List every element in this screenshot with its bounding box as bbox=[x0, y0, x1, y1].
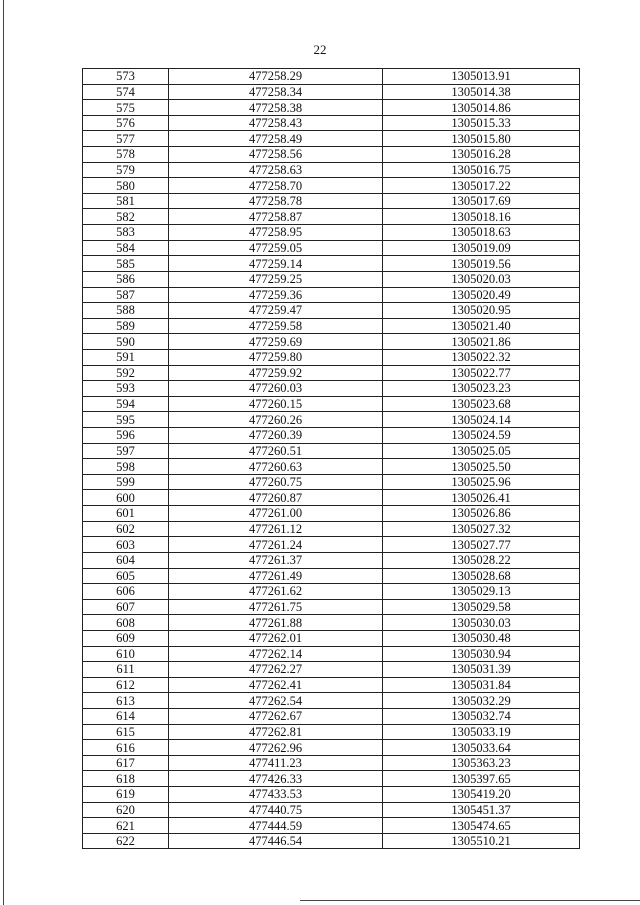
x-coordinate-cell: 477261.00 bbox=[169, 506, 383, 522]
x-coordinate-cell: 477258.70 bbox=[169, 178, 383, 194]
point-number-cell: 597 bbox=[83, 443, 169, 459]
y-coordinate-cell: 1305020.95 bbox=[383, 303, 580, 319]
table-row bbox=[83, 271, 580, 287]
x-coordinate-cell: 477262.27 bbox=[169, 662, 383, 678]
point-number-cell: 621 bbox=[83, 818, 169, 834]
page-number: 22 bbox=[313, 42, 327, 57]
x-coordinate-cell: 477261.62 bbox=[169, 584, 383, 600]
y-coordinate-cell: 1305022.77 bbox=[383, 365, 580, 381]
point-number-cell: 595 bbox=[83, 412, 169, 428]
y-coordinate-cell: 1305015.80 bbox=[383, 131, 580, 147]
x-coordinate-cell: 477258.56 bbox=[169, 147, 383, 163]
y-coordinate-cell: 1305019.56 bbox=[383, 256, 580, 272]
x-coordinate-cell: 477440.75 bbox=[169, 802, 383, 818]
y-coordinate-cell: 1305025.05 bbox=[383, 443, 580, 459]
point-number-cell: 605 bbox=[83, 568, 169, 584]
point-number-cell: 585 bbox=[83, 256, 169, 272]
table-row bbox=[83, 131, 580, 147]
x-coordinate-cell: 477259.80 bbox=[169, 349, 383, 365]
y-coordinate-cell: 1305032.29 bbox=[383, 693, 580, 709]
x-coordinate-cell: 477258.49 bbox=[169, 131, 383, 147]
x-coordinate-cell: 477262.01 bbox=[169, 630, 383, 646]
point-number-cell: 599 bbox=[83, 474, 169, 490]
point-number-cell: 588 bbox=[83, 303, 169, 319]
point-number-cell: 610 bbox=[83, 646, 169, 662]
y-coordinate-cell: 1305029.13 bbox=[383, 584, 580, 600]
point-number-cell: 609 bbox=[83, 630, 169, 646]
point-number-cell: 606 bbox=[83, 584, 169, 600]
table-row bbox=[83, 521, 580, 537]
table-row bbox=[83, 428, 580, 444]
table-row bbox=[83, 147, 580, 163]
table-row bbox=[83, 646, 580, 662]
y-coordinate-cell: 1305018.16 bbox=[383, 209, 580, 225]
y-coordinate-cell: 1305029.58 bbox=[383, 599, 580, 615]
table-row bbox=[83, 708, 580, 724]
y-coordinate-cell: 1305363.23 bbox=[383, 755, 580, 771]
x-coordinate-cell: 477259.05 bbox=[169, 240, 383, 256]
table-row bbox=[83, 552, 580, 568]
table-row bbox=[83, 755, 580, 771]
y-coordinate-cell: 1305027.77 bbox=[383, 537, 580, 553]
y-coordinate-cell: 1305021.86 bbox=[383, 334, 580, 350]
table-row bbox=[83, 193, 580, 209]
x-coordinate-cell: 477262.81 bbox=[169, 724, 383, 740]
x-coordinate-cell: 477411.23 bbox=[169, 755, 383, 771]
point-number-cell: 573 bbox=[83, 69, 169, 85]
table-row bbox=[83, 412, 580, 428]
x-coordinate-cell: 477259.58 bbox=[169, 318, 383, 334]
y-coordinate-cell: 1305019.09 bbox=[383, 240, 580, 256]
table-row bbox=[83, 396, 580, 412]
page-edge-bottom bbox=[300, 900, 640, 901]
y-coordinate-cell: 1305020.03 bbox=[383, 271, 580, 287]
y-coordinate-cell: 1305023.68 bbox=[383, 396, 580, 412]
table-row bbox=[83, 833, 580, 849]
x-coordinate-cell: 477259.47 bbox=[169, 303, 383, 319]
x-coordinate-cell: 477426.33 bbox=[169, 771, 383, 787]
x-coordinate-cell: 477260.51 bbox=[169, 443, 383, 459]
point-number-cell: 575 bbox=[83, 100, 169, 116]
table-row bbox=[83, 240, 580, 256]
x-coordinate-cell: 477258.63 bbox=[169, 162, 383, 178]
y-coordinate-cell: 1305015.33 bbox=[383, 115, 580, 131]
point-number-cell: 614 bbox=[83, 708, 169, 724]
y-coordinate-cell: 1305033.64 bbox=[383, 740, 580, 756]
y-coordinate-cell: 1305026.41 bbox=[383, 490, 580, 506]
x-coordinate-cell: 477433.53 bbox=[169, 787, 383, 803]
y-coordinate-cell: 1305017.69 bbox=[383, 193, 580, 209]
table-row bbox=[83, 599, 580, 615]
table-row bbox=[83, 209, 580, 225]
table-row bbox=[83, 381, 580, 397]
table-row bbox=[83, 802, 580, 818]
table-row bbox=[83, 630, 580, 646]
x-coordinate-cell: 477258.43 bbox=[169, 115, 383, 131]
x-coordinate-cell: 477259.25 bbox=[169, 271, 383, 287]
x-coordinate-cell: 477262.54 bbox=[169, 693, 383, 709]
y-coordinate-cell: 1305024.59 bbox=[383, 428, 580, 444]
y-coordinate-cell: 1305016.75 bbox=[383, 162, 580, 178]
y-coordinate-cell: 1305026.86 bbox=[383, 506, 580, 522]
point-number-cell: 578 bbox=[83, 147, 169, 163]
point-number-cell: 611 bbox=[83, 662, 169, 678]
x-coordinate-cell: 477261.37 bbox=[169, 552, 383, 568]
y-coordinate-cell: 1305014.38 bbox=[383, 84, 580, 100]
y-coordinate-cell: 1305033.19 bbox=[383, 724, 580, 740]
point-number-cell: 600 bbox=[83, 490, 169, 506]
point-number-cell: 580 bbox=[83, 178, 169, 194]
table-row bbox=[83, 287, 580, 303]
table-row bbox=[83, 506, 580, 522]
y-coordinate-cell: 1305025.96 bbox=[383, 474, 580, 490]
y-coordinate-cell: 1305419.20 bbox=[383, 787, 580, 803]
point-number-cell: 594 bbox=[83, 396, 169, 412]
x-coordinate-cell: 477261.12 bbox=[169, 521, 383, 537]
y-coordinate-cell: 1305030.03 bbox=[383, 615, 580, 631]
x-coordinate-cell: 477261.88 bbox=[169, 615, 383, 631]
table-row bbox=[83, 303, 580, 319]
y-coordinate-cell: 1305031.84 bbox=[383, 677, 580, 693]
point-number-cell: 617 bbox=[83, 755, 169, 771]
table-row bbox=[83, 677, 580, 693]
table-row bbox=[83, 771, 580, 787]
point-number-cell: 602 bbox=[83, 521, 169, 537]
x-coordinate-cell: 477262.14 bbox=[169, 646, 383, 662]
table-row bbox=[83, 568, 580, 584]
x-coordinate-cell: 477444.59 bbox=[169, 818, 383, 834]
point-number-cell: 582 bbox=[83, 209, 169, 225]
y-coordinate-cell: 1305030.48 bbox=[383, 630, 580, 646]
y-coordinate-cell: 1305018.63 bbox=[383, 225, 580, 241]
x-coordinate-cell: 477262.67 bbox=[169, 708, 383, 724]
x-coordinate-cell: 477258.34 bbox=[169, 84, 383, 100]
point-number-cell: 593 bbox=[83, 381, 169, 397]
table-row bbox=[83, 349, 580, 365]
point-number-cell: 615 bbox=[83, 724, 169, 740]
point-number-cell: 589 bbox=[83, 318, 169, 334]
y-coordinate-cell: 1305013.91 bbox=[383, 69, 580, 85]
y-coordinate-cell: 1305021.40 bbox=[383, 318, 580, 334]
x-coordinate-cell: 477258.87 bbox=[169, 209, 383, 225]
point-number-cell: 577 bbox=[83, 131, 169, 147]
point-number-cell: 586 bbox=[83, 271, 169, 287]
point-number-cell: 604 bbox=[83, 552, 169, 568]
table-row bbox=[83, 615, 580, 631]
y-coordinate-cell: 1305030.94 bbox=[383, 646, 580, 662]
table-row bbox=[83, 787, 580, 803]
x-coordinate-cell: 477261.49 bbox=[169, 568, 383, 584]
x-coordinate-cell: 477260.75 bbox=[169, 474, 383, 490]
point-number-cell: 583 bbox=[83, 225, 169, 241]
coordinates-table bbox=[82, 68, 580, 849]
y-coordinate-cell: 1305028.68 bbox=[383, 568, 580, 584]
table-row bbox=[83, 662, 580, 678]
table-row bbox=[83, 724, 580, 740]
point-number-cell: 607 bbox=[83, 599, 169, 615]
y-coordinate-cell: 1305451.37 bbox=[383, 802, 580, 818]
table-row bbox=[83, 693, 580, 709]
page-edge-left bbox=[3, 0, 4, 905]
table-row bbox=[83, 334, 580, 350]
y-coordinate-cell: 1305397.65 bbox=[383, 771, 580, 787]
point-number-cell: 613 bbox=[83, 693, 169, 709]
point-number-cell: 596 bbox=[83, 428, 169, 444]
table-row bbox=[83, 818, 580, 834]
x-coordinate-cell: 477260.03 bbox=[169, 381, 383, 397]
point-number-cell: 619 bbox=[83, 787, 169, 803]
table-row bbox=[83, 459, 580, 475]
x-coordinate-cell: 477262.96 bbox=[169, 740, 383, 756]
point-number-cell: 576 bbox=[83, 115, 169, 131]
x-coordinate-cell: 477446.54 bbox=[169, 833, 383, 849]
x-coordinate-cell: 477259.14 bbox=[169, 256, 383, 272]
table-row bbox=[83, 256, 580, 272]
y-coordinate-cell: 1305474.65 bbox=[383, 818, 580, 834]
x-coordinate-cell: 477261.75 bbox=[169, 599, 383, 615]
table-row bbox=[83, 178, 580, 194]
point-number-cell: 581 bbox=[83, 193, 169, 209]
point-number-cell: 592 bbox=[83, 365, 169, 381]
x-coordinate-cell: 477258.95 bbox=[169, 225, 383, 241]
table-row bbox=[83, 365, 580, 381]
y-coordinate-cell: 1305027.32 bbox=[383, 521, 580, 537]
y-coordinate-cell: 1305022.32 bbox=[383, 349, 580, 365]
point-number-cell: 601 bbox=[83, 506, 169, 522]
y-coordinate-cell: 1305020.49 bbox=[383, 287, 580, 303]
x-coordinate-cell: 477258.29 bbox=[169, 69, 383, 85]
table-row bbox=[83, 490, 580, 506]
y-coordinate-cell: 1305014.86 bbox=[383, 100, 580, 116]
table-row bbox=[83, 740, 580, 756]
table-row bbox=[83, 225, 580, 241]
y-coordinate-cell: 1305031.39 bbox=[383, 662, 580, 678]
x-coordinate-cell: 477262.41 bbox=[169, 677, 383, 693]
table-row bbox=[83, 115, 580, 131]
point-number-cell: 603 bbox=[83, 537, 169, 553]
y-coordinate-cell: 1305032.74 bbox=[383, 708, 580, 724]
y-coordinate-cell: 1305024.14 bbox=[383, 412, 580, 428]
table-row bbox=[83, 584, 580, 600]
table-row bbox=[83, 443, 580, 459]
x-coordinate-cell: 477259.36 bbox=[169, 287, 383, 303]
x-coordinate-cell: 477260.39 bbox=[169, 428, 383, 444]
x-coordinate-cell: 477261.24 bbox=[169, 537, 383, 553]
y-coordinate-cell: 1305510.21 bbox=[383, 833, 580, 849]
point-number-cell: 598 bbox=[83, 459, 169, 475]
x-coordinate-cell: 477258.38 bbox=[169, 100, 383, 116]
point-number-cell: 590 bbox=[83, 334, 169, 350]
point-number-cell: 616 bbox=[83, 740, 169, 756]
x-coordinate-cell: 477260.26 bbox=[169, 412, 383, 428]
point-number-cell: 587 bbox=[83, 287, 169, 303]
point-number-cell: 574 bbox=[83, 84, 169, 100]
table-row bbox=[83, 100, 580, 116]
table-row bbox=[83, 69, 580, 85]
table-row bbox=[83, 474, 580, 490]
y-coordinate-cell: 1305017.22 bbox=[383, 178, 580, 194]
y-coordinate-cell: 1305023.23 bbox=[383, 381, 580, 397]
table-row bbox=[83, 84, 580, 100]
point-number-cell: 591 bbox=[83, 349, 169, 365]
x-coordinate-cell: 477259.69 bbox=[169, 334, 383, 350]
table-row bbox=[83, 537, 580, 553]
point-number-cell: 622 bbox=[83, 833, 169, 849]
x-coordinate-cell: 477258.78 bbox=[169, 193, 383, 209]
point-number-cell: 584 bbox=[83, 240, 169, 256]
table-row bbox=[83, 162, 580, 178]
x-coordinate-cell: 477260.15 bbox=[169, 396, 383, 412]
x-coordinate-cell: 477259.92 bbox=[169, 365, 383, 381]
point-number-cell: 608 bbox=[83, 615, 169, 631]
point-number-cell: 620 bbox=[83, 802, 169, 818]
y-coordinate-cell: 1305016.28 bbox=[383, 147, 580, 163]
y-coordinate-cell: 1305028.22 bbox=[383, 552, 580, 568]
y-coordinate-cell: 1305025.50 bbox=[383, 459, 580, 475]
table-row bbox=[83, 318, 580, 334]
x-coordinate-cell: 477260.63 bbox=[169, 459, 383, 475]
point-number-cell: 612 bbox=[83, 677, 169, 693]
x-coordinate-cell: 477260.87 bbox=[169, 490, 383, 506]
point-number-cell: 618 bbox=[83, 771, 169, 787]
coordinates-table-body bbox=[83, 69, 580, 849]
point-number-cell: 579 bbox=[83, 162, 169, 178]
